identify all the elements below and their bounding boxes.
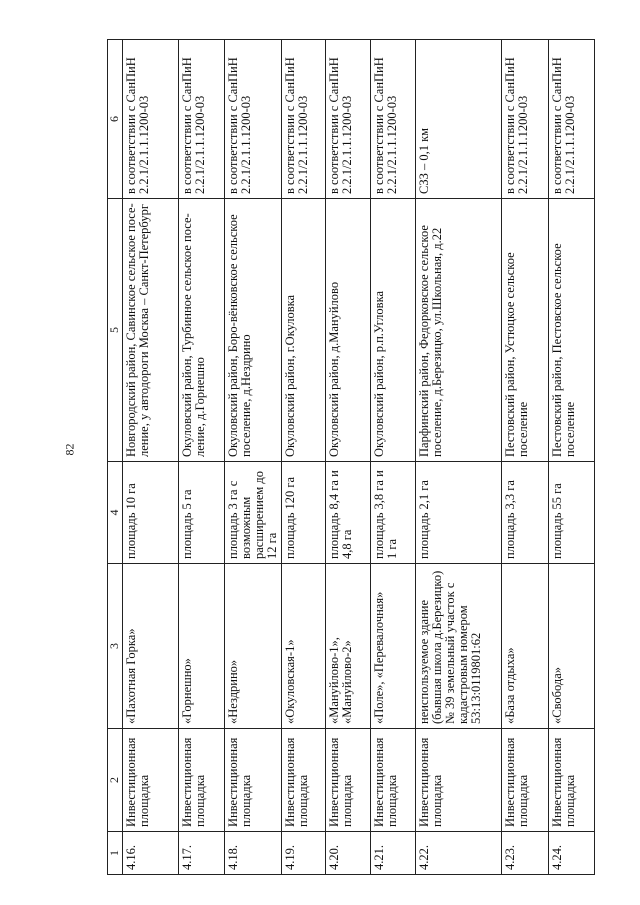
- site-area-cell: площадь 8,4 га и 4,8 га: [326, 462, 371, 564]
- site-name-cell: «Свобода»: [549, 564, 595, 729]
- site-type-cell: Инвестиционная площадка: [179, 729, 225, 832]
- site-type-cell: Инвестиционная площадка: [225, 729, 282, 832]
- row-number-cell: 4.17.: [179, 832, 225, 875]
- site-area-cell: площадь 2,1 га: [416, 462, 502, 564]
- site-area-cell: площадь 3,3 га: [502, 462, 549, 564]
- site-area-cell: площадь 3,8 га и 1 га: [371, 462, 416, 564]
- row-number-cell: 4.24.: [549, 832, 595, 875]
- site-area-cell: площадь 5 га: [179, 462, 225, 564]
- table-row: [502, 40, 549, 875]
- column-header: 2: [108, 729, 123, 832]
- site-type-cell: Инвестиционная площадка: [326, 729, 371, 832]
- site-location-cell: Окуловский район, Боро-вёнковское сельское поселение, д.Нездрино: [225, 199, 282, 462]
- sanitary-norm-cell: в соответствии с СанПиН 2.2.1/2.1.1.1200-03: [282, 40, 326, 199]
- table-row: [282, 40, 326, 875]
- column-header: 3: [108, 564, 123, 729]
- table-row: [549, 40, 595, 875]
- site-location-cell: Окуловский район, д.Мануйлово: [326, 199, 371, 462]
- row-number-cell: 4.16.: [123, 832, 179, 875]
- site-type-cell: Инвестиционная площадка: [549, 729, 595, 832]
- sanitary-norm-cell: в соответствии с СанПиН 2.2.1/2.1.1.1200-03: [549, 40, 595, 199]
- site-location-cell: Новгородский район, Савинское сельское посе-ление, у автодороги Москва – Санкт-Петербург: [123, 199, 179, 462]
- row-number-cell: 4.21.: [371, 832, 416, 875]
- site-area-cell: площадь 120 га: [282, 462, 326, 564]
- row-number-cell: 4.18.: [225, 832, 282, 875]
- table-rotator: [107, 40, 582, 875]
- site-name-cell: «Поле», «Перевалочная»: [371, 564, 416, 729]
- sanitary-norm-cell: в соответствии с СанПиН 2.2.1/2.1.1.1200-03: [225, 40, 282, 199]
- investment-sites-table: [107, 39, 595, 875]
- site-type-cell: Инвестиционная площадка: [502, 729, 549, 832]
- table-row: [123, 40, 179, 875]
- site-area-cell: площадь 55 га: [549, 462, 595, 564]
- header-row: [108, 40, 123, 875]
- site-location-cell: Окуловский район, г.Окуловка: [282, 199, 326, 462]
- site-type-cell: Инвестиционная площадка: [282, 729, 326, 832]
- table-row: [179, 40, 225, 875]
- site-name-cell: «Пахотная Горка»: [123, 564, 179, 729]
- site-location-cell: Окуловский район, Турбинное сельское посе-ление, д.Горнешно: [179, 199, 225, 462]
- site-location-cell: Окуловский район, р.п.Угловка: [371, 199, 416, 462]
- site-location-cell: Пестовский район, Устюцкое сельское поселение: [502, 199, 549, 462]
- sanitary-norm-cell: в соответствии с СанПиН 2.2.1/2.1.1.1200-03: [502, 40, 549, 199]
- table-row: [371, 40, 416, 875]
- sanitary-norm-cell: СЗЗ – 0,1 км: [416, 40, 502, 199]
- row-number-cell: 4.23.: [502, 832, 549, 875]
- sanitary-norm-cell: в соответствии с СанПиН 2.2.1/2.1.1.1200-03: [326, 40, 371, 199]
- column-header: 1: [108, 832, 123, 875]
- site-location-cell: Парфинский район, Федорковское сельское поселение, д.Березицко, ул.Школьная, д.22: [416, 199, 502, 462]
- site-name-cell: «База отдыха»: [502, 564, 549, 729]
- table-row: [326, 40, 371, 875]
- sanitary-norm-cell: в соответствии с СанПиН 2.2.1/2.1.1.1200-03: [123, 40, 179, 199]
- sanitary-norm-cell: в соответствии с СанПиН 2.2.1/2.1.1.1200-03: [371, 40, 416, 199]
- page-number: 82: [62, 443, 77, 456]
- site-name-cell: «Горнешно»: [179, 564, 225, 729]
- site-area-cell: площадь 3 га с возможным расширением до 12 га: [225, 462, 282, 564]
- site-type-cell: Инвестиционная площадка: [416, 729, 502, 832]
- sanitary-norm-cell: в соответствии с СанПиН 2.2.1/2.1.1.1200-03: [179, 40, 225, 199]
- row-number-cell: 4.20.: [326, 832, 371, 875]
- column-header: 6: [108, 40, 123, 199]
- row-number-cell: 4.19.: [282, 832, 326, 875]
- site-name-cell: неиспользуемое здание (бывшая школа д.Березицко) № 39 земельный участок с кадастровым номером 53:13:0119801:62: [416, 564, 502, 729]
- site-name-cell: «Окуловская-1»: [282, 564, 326, 729]
- table-row: [416, 40, 502, 875]
- site-type-cell: Инвестиционная площадка: [371, 729, 416, 832]
- column-header: 4: [108, 462, 123, 564]
- row-number-cell: 4.22.: [416, 832, 502, 875]
- site-location-cell: Пестовский район, Пестовское сельское поселение: [549, 199, 595, 462]
- site-area-cell: площадь 10 га: [123, 462, 179, 564]
- table-row: [225, 40, 282, 875]
- site-name-cell: «Нездрино»: [225, 564, 282, 729]
- site-name-cell: «Мануйлово-1», «Мануйлово-2»: [326, 564, 371, 729]
- site-type-cell: Инвестиционная площадка: [123, 729, 179, 832]
- column-header: 5: [108, 199, 123, 462]
